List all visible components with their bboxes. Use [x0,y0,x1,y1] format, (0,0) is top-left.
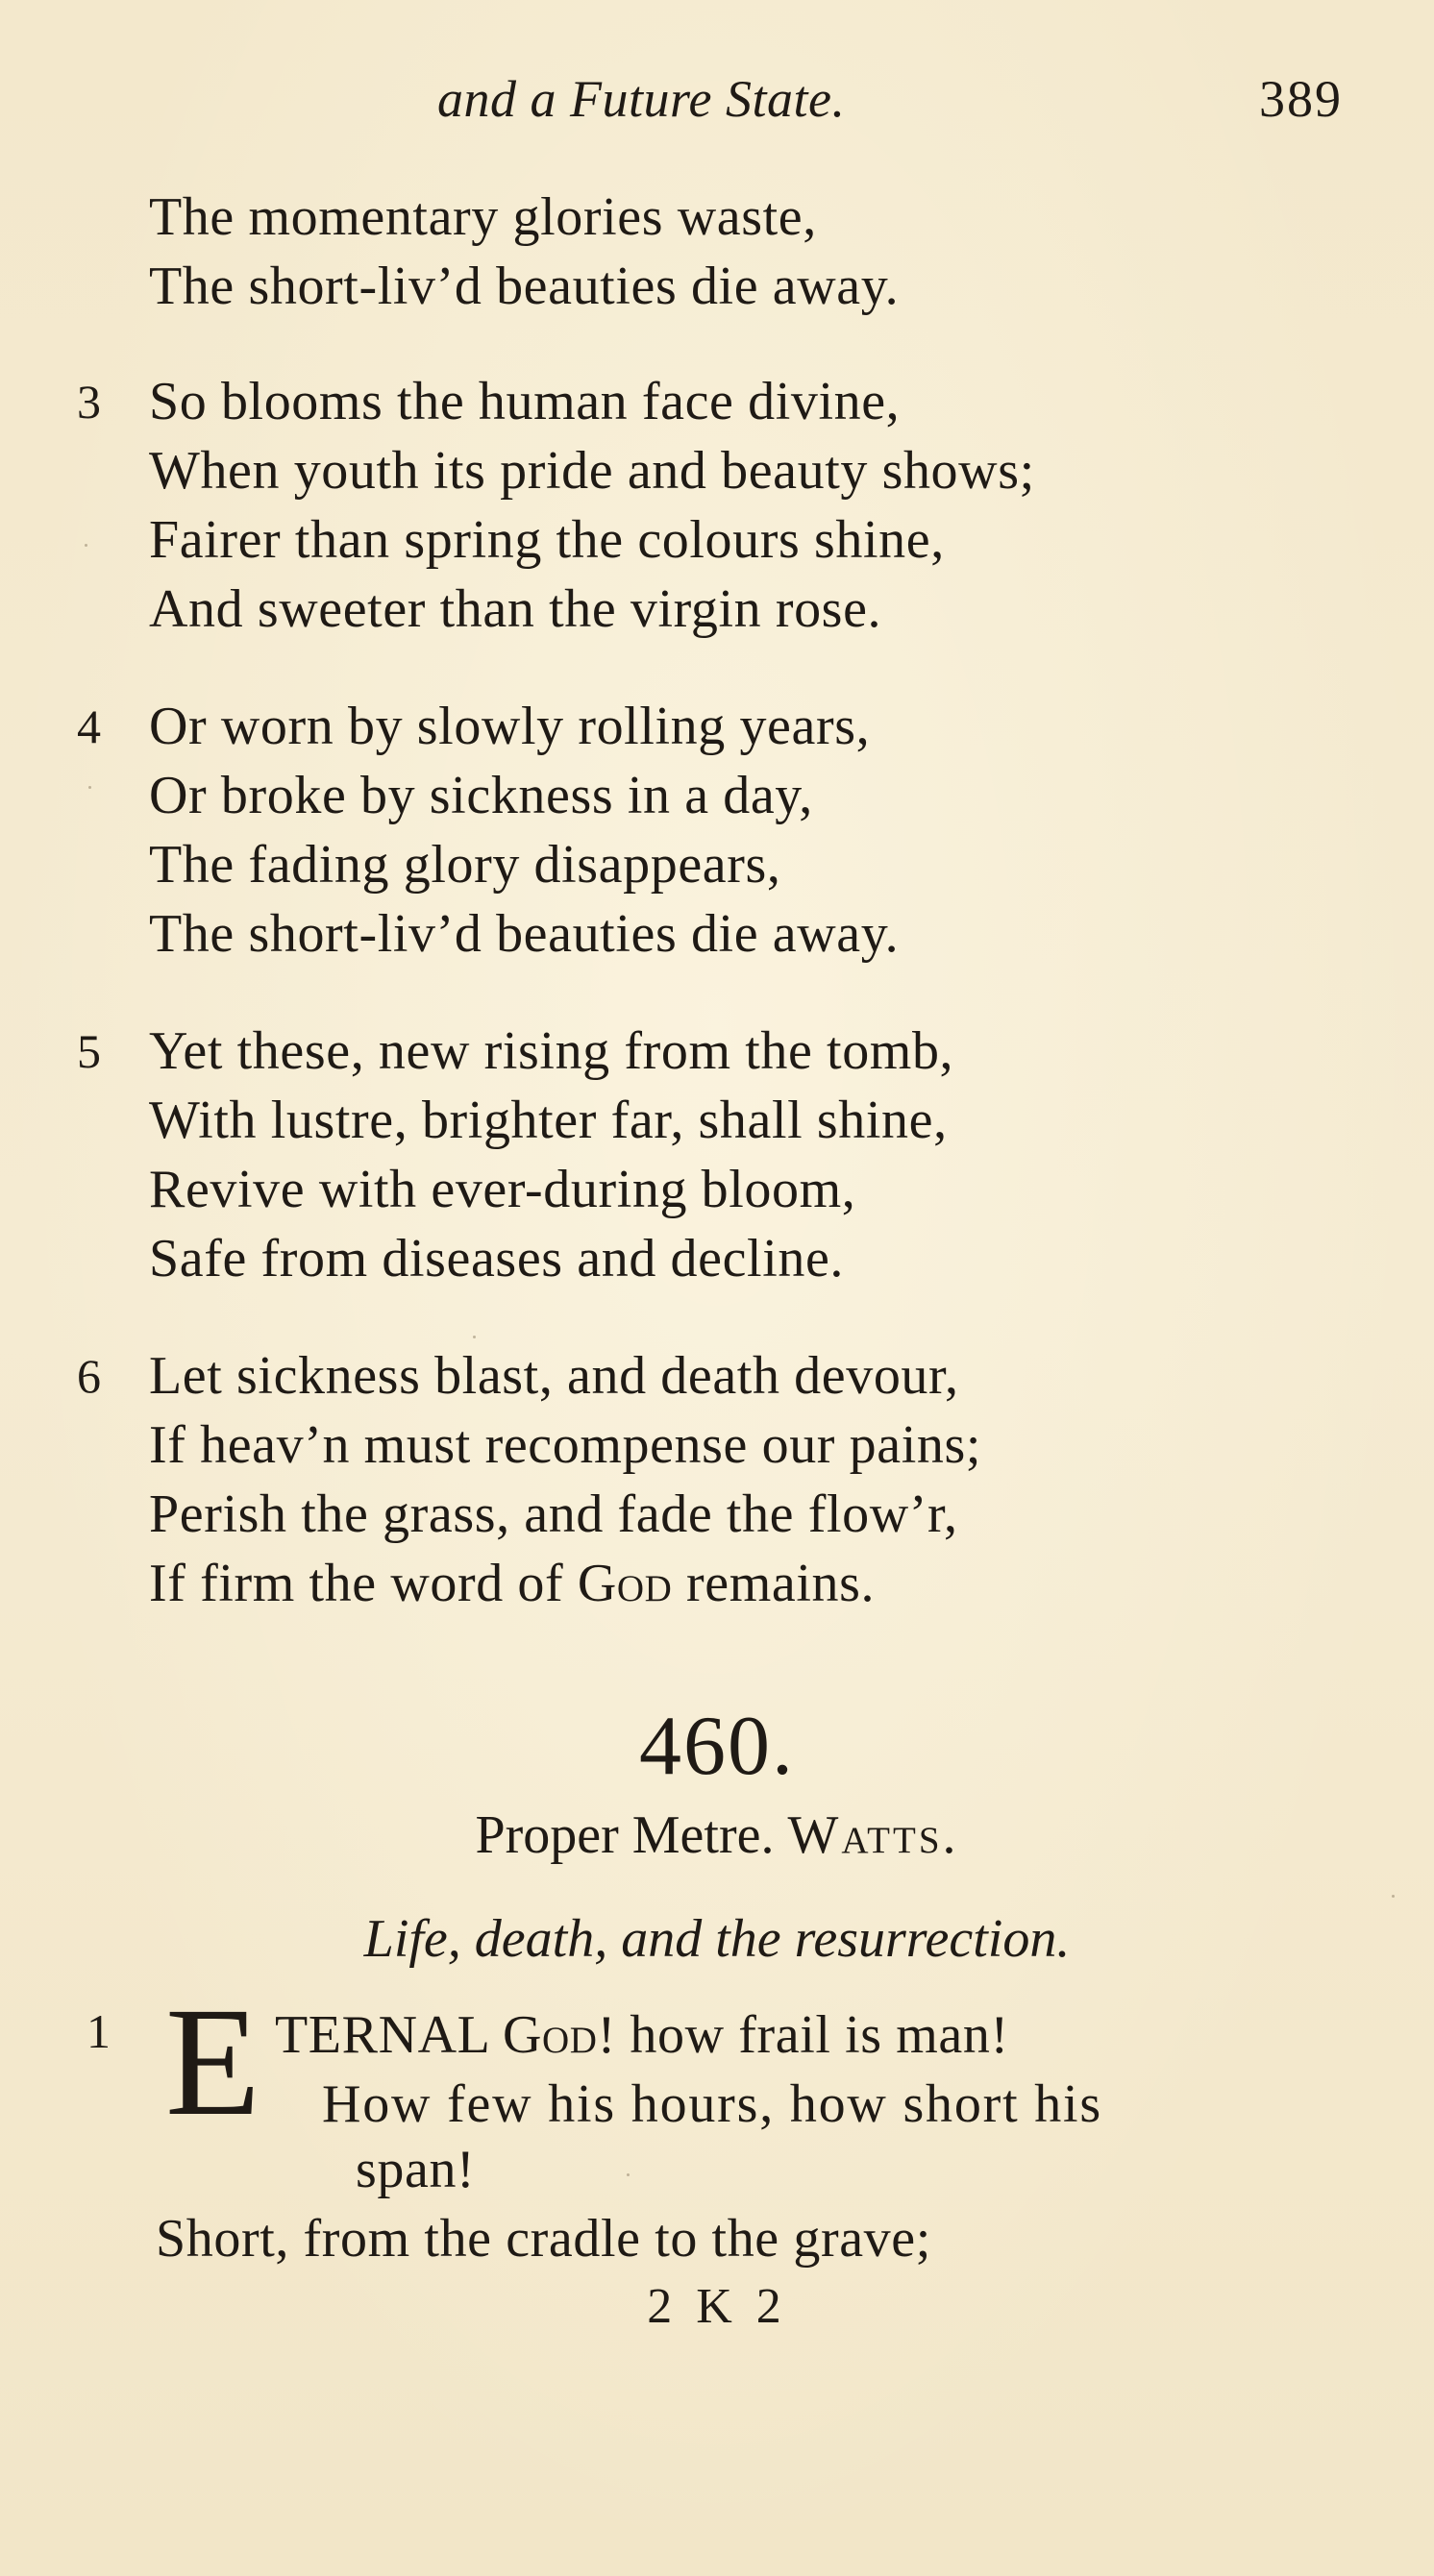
verse-line [149,1549,875,1618]
verse-line: Fairer than spring the colours shine, [149,510,945,570]
drop-cap: E [165,1976,260,2148]
verse-line: Perish the grass, and fade the flow’r, [149,1484,958,1544]
hymn-meter-line [0,1801,1434,1870]
verse-text: TERNAL [275,2005,503,2065]
page-number: 389 [1259,70,1343,128]
divine-name: God [502,2005,598,2065]
verse-text: If firm the word of [149,1554,578,1613]
paper-speck [627,2173,630,2176]
verse-line: Let sickness blast, and death devour, [149,1346,959,1406]
verse-line: The short-liv’d beauties die away. [149,257,900,316]
signature-mark: 2 K 2 [647,2279,787,2334]
verse-text: ! how frail is man! [597,2005,1009,2065]
verse-line: Short, from the cradle to the grave; [156,2209,931,2269]
stanza-number: 3 [77,375,101,429]
verse-line: How few his hours, how short his [322,2074,1103,2134]
stanza-number: 1 [87,2004,111,2058]
verse-line: Or worn by slowly rolling years, [149,697,871,756]
paper-speck [473,1336,476,1338]
verse-text: remains. [672,1554,876,1613]
verse-line: The fading glory disappears, [149,835,781,895]
verse-line: span! [356,2140,476,2199]
paper-speck [1392,1895,1395,1898]
meter: Proper Metre. [475,1805,775,1865]
paper-speck [85,544,87,547]
verse-line: And sweeter than the virgin rose. [149,579,882,639]
verse-line: Or broke by sickness in a day, [149,766,813,825]
verse-line: Yet these, new rising from the tomb, [149,1021,954,1081]
hymn-number: 460. [639,1700,795,1793]
author: Watts. [787,1805,959,1865]
verse-line: When youth its pride and beauty shows; [149,441,1035,501]
verse-line: If heav’n must recompense our pains; [149,1415,982,1475]
verse-line: Revive with ever-during bloom, [149,1160,856,1219]
running-head: and a Future State. [437,70,846,128]
verse-line: The momentary glories waste, [149,187,817,247]
stanza-number: 6 [77,1349,101,1403]
divine-name: God [577,1554,673,1613]
stanza-number: 4 [77,699,101,753]
verse-line: So blooms the human face divine, [149,372,901,431]
paper-speck [88,786,91,789]
hymn-subject: Life, death, and the resurrection. [363,1909,1071,1969]
verse-line: Safe from diseases and decline. [149,1229,845,1288]
verse-line: The short-liv’d beauties die away. [149,904,900,964]
verse-line [275,2000,1009,2070]
verse-line: With lustre, brighter far, shall shine, [149,1091,948,1150]
stanza-number: 5 [77,1024,101,1078]
